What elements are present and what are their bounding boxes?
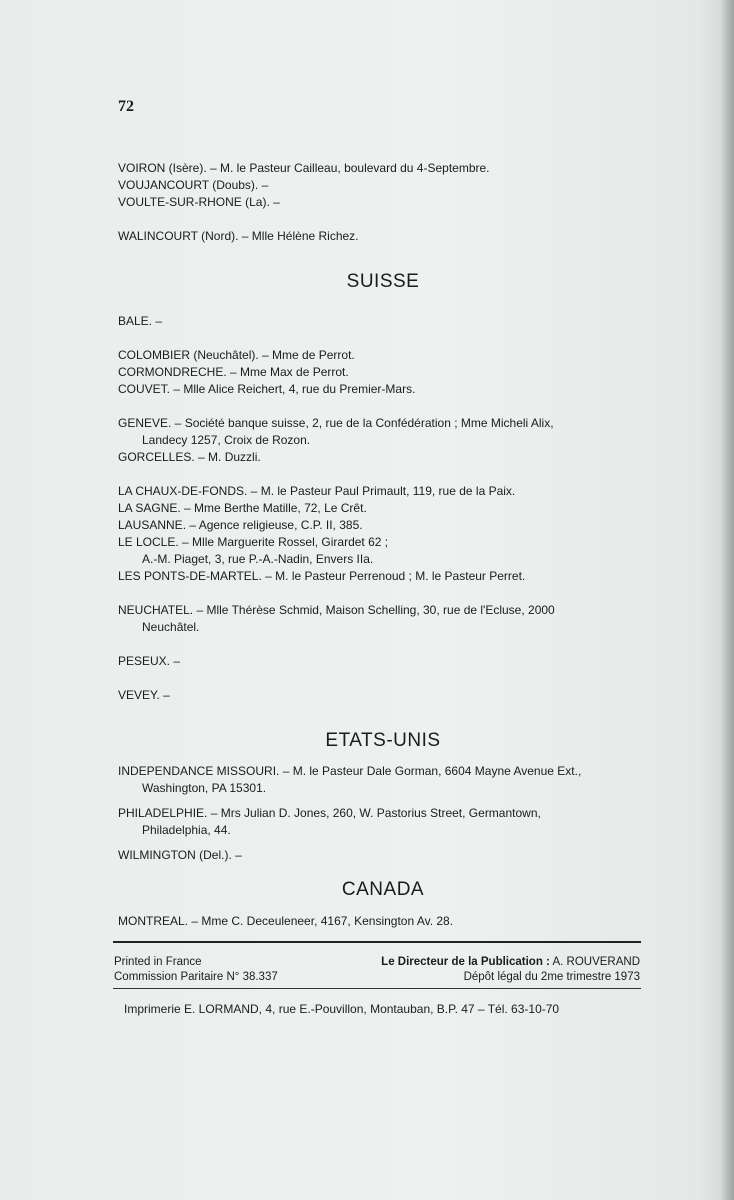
section-heading: CANADA [341,879,425,900]
entry-line: VOIRON (Isère). – M. le Pasteur Cailleau, boulevard du 4-Septembre. [118,161,490,175]
entry-line: MONTREAL. – Mme C. Deceuleneer, 4167, Kensington Av. 28. [118,914,454,928]
directory-entry [118,483,648,500]
director-label: Le Directeur de la Publication : [381,956,550,968]
printed-in: Printed in France [114,956,202,968]
directory-entry [118,500,648,517]
directory-content [118,160,648,930]
entry-line: VOULTE-SUR-RHONE (La). – [118,195,280,209]
entry-continuation: A.-M. Piaget, 3, rue P.-A.-Nadin, Envers IIa. [142,552,374,566]
entry-line: LE LOCLE. – Mlle Marguerite Rossel, Girardet 62 ; [118,535,389,549]
directory-entry [118,313,648,330]
entry-line: INDEPENDANCE MISSOURI. – M. le Pasteur Dale Gorman, 6604 Mayne Avenue Ext., [118,764,582,778]
entry-line: COLOMBIER (Neuchâtel). – Mme de Perrot. [118,348,355,362]
spacer [118,636,648,653]
spacer [118,797,648,805]
spacer [118,839,648,847]
directory-entry [118,568,648,585]
entry-line: GORCELLES. – M. Duzzli. [118,450,261,464]
entry-line: PESEUX. – [118,654,181,668]
directory-entry [118,449,648,466]
entry-line: VOUJANCOURT (Doubs). – [118,178,269,192]
directory-entry [118,847,648,864]
section-heading: SUISSE [346,271,420,292]
section-heading: ETATS-UNIS [325,730,441,751]
footer-divider [113,941,641,943]
entry-line: LES PONTS-DE-MARTEL. – M. le Pasteur Perrenoud ; M. le Pasteur Perret. [118,569,526,583]
entry-line: GENEVE. – Société banque suisse, 2, rue de la Confédération ; Mme Micheli Alix, [118,416,554,430]
spacer [118,398,648,415]
directory-entry [118,534,648,568]
entry-line: BALE. – [118,314,163,328]
directory-entry [118,517,648,534]
entry-line: PHILADELPHIE. – Mrs Julian D. Jones, 260, W. Pastorius Street, Germantown, [118,806,541,820]
printer-divider [113,988,641,989]
spacer [118,670,648,687]
entry-continuation: Neuchâtel. [142,620,200,634]
page-edge-shadow [720,0,734,1200]
footer-right [381,955,640,985]
entry-line: LA CHAUX-DE-FONDS. – M. le Pasteur Paul Primault, 119, rue de la Paix. [118,484,516,498]
director-line [381,955,640,970]
directory-entry [118,653,648,670]
entry-line: LA SAGNE. – Mme Berthe Matille, 72, Le Crêt. [118,501,367,515]
directory-entry [118,194,648,211]
footer-left [114,955,278,985]
entry-line: LAUSANNE. – Agence religieuse, C.P. II, 385. [118,518,363,532]
directory-entry [118,763,648,797]
commission-paritaire: Commission Paritaire N° 38.337 [114,971,278,983]
director-name: A. ROUVERAND [552,956,640,968]
directory-entry [118,160,648,177]
directory-entry [118,228,648,245]
directory-entry [118,805,648,839]
directory-entry [118,415,648,449]
printer-line: Imprimerie E. LORMAND, 4, rue E.-Pouvillon, Montauban, B.P. 47 – Tél. 63-10-70 [124,1002,560,1016]
page-number: 72 [118,98,134,115]
entry-continuation: Landecy 1257, Croix de Rozon. [142,433,311,447]
entry-continuation: Philadelphia, 44. [142,823,231,837]
entry-line: NEUCHATEL. – Mlle Thérèse Schmid, Maison Schelling, 30, rue de l'Ecluse, 2000 [118,603,555,617]
spacer [118,585,648,602]
directory-entry [118,177,648,194]
directory-entry [118,602,648,636]
entry-line: WALINCOURT (Nord). – Mlle Hélène Richez. [118,229,359,243]
directory-entry [118,364,648,381]
spacer [118,466,648,483]
entry-line: CORMONDRECHE. – Mme Max de Perrot. [118,365,349,379]
directory-entry [118,913,648,930]
spacer [118,211,648,228]
directory-entry [118,347,648,364]
entry-continuation: Washington, PA 15301. [142,781,267,795]
entry-line: WILMINGTON (Del.). – [118,848,242,862]
depot-legal: Dépôt légal du 2me trimestre 1973 [463,971,640,983]
spacer [118,330,648,347]
directory-entry [118,381,648,398]
entry-line: COUVET. – Mlle Alice Reichert, 4, rue du Premier-Mars. [118,382,416,396]
entry-line: VEVEY. – [118,688,170,702]
directory-entry [118,687,648,704]
